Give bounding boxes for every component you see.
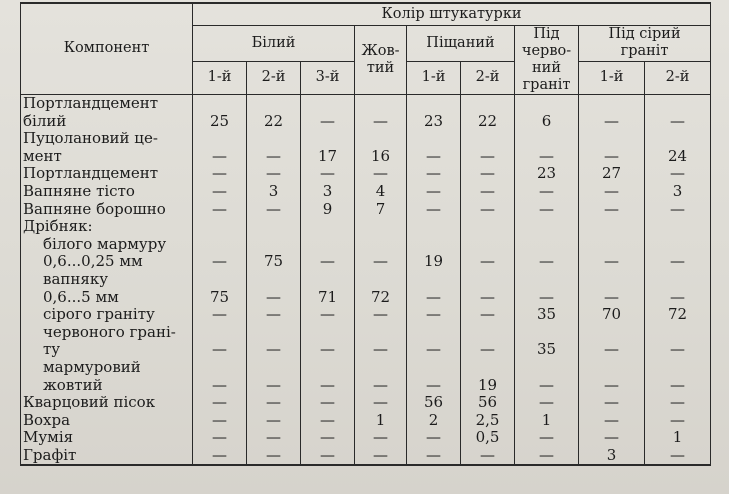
table-row xyxy=(21,165,711,183)
table-cell xyxy=(579,130,645,148)
table-cell xyxy=(645,323,711,341)
row-component-label: Вапняне тісто xyxy=(21,182,193,200)
table-cell xyxy=(301,218,355,236)
table-cell: — xyxy=(407,306,461,324)
table-cell: — xyxy=(247,394,301,412)
header-white: Білий xyxy=(193,25,355,62)
table-row xyxy=(21,429,711,447)
table-cell: — xyxy=(515,446,579,465)
header-white-3: 3-й xyxy=(301,62,355,94)
header-sandy: Піщаний xyxy=(407,25,515,62)
row-component-label: мармуровий xyxy=(21,358,193,376)
table-cell: — xyxy=(579,147,645,165)
row-component-label: вапняку xyxy=(21,270,193,288)
table-cell xyxy=(247,94,301,112)
table-cell: 9 xyxy=(301,200,355,218)
table-cell xyxy=(579,235,645,253)
table-cell xyxy=(301,94,355,112)
table-cell: — xyxy=(301,341,355,359)
table-cell xyxy=(247,323,301,341)
table-cell: — xyxy=(461,253,515,271)
table-cell: — xyxy=(515,394,579,412)
table-cell: 2 xyxy=(407,411,461,429)
table-cell: — xyxy=(247,376,301,394)
table-cell xyxy=(645,218,711,236)
table-cell xyxy=(301,235,355,253)
table-cell xyxy=(407,235,461,253)
row-component-label: червоного грані- xyxy=(21,323,193,341)
table-cell: — xyxy=(355,376,407,394)
table-cell xyxy=(193,235,247,253)
table-cell xyxy=(515,358,579,376)
table-cell xyxy=(579,323,645,341)
table-cell: — xyxy=(193,253,247,271)
table-cell xyxy=(461,323,515,341)
table-cell xyxy=(407,323,461,341)
table-cell: — xyxy=(247,429,301,447)
table-cell xyxy=(645,358,711,376)
table-cell xyxy=(579,94,645,112)
table-cell xyxy=(193,218,247,236)
table-row xyxy=(21,147,711,165)
table-cell: — xyxy=(579,182,645,200)
table-cell xyxy=(461,358,515,376)
header-grey-2: 2-й xyxy=(645,62,711,94)
table-cell: 0,5 xyxy=(461,429,515,447)
table-cell: 25 xyxy=(193,112,247,130)
table-cell: — xyxy=(193,306,247,324)
table-cell xyxy=(407,94,461,112)
table-cell: 22 xyxy=(247,112,301,130)
table-cell: 1 xyxy=(645,429,711,447)
row-component-label: 0,6...0,25 мм xyxy=(21,253,193,271)
table-cell: — xyxy=(193,376,247,394)
table-cell xyxy=(645,235,711,253)
row-component-label: Дрібняк: xyxy=(21,218,193,236)
table-cell: 70 xyxy=(579,306,645,324)
table-cell: — xyxy=(645,112,711,130)
table-cell: 3 xyxy=(247,182,301,200)
table-cell: — xyxy=(355,165,407,183)
table-row xyxy=(21,218,711,236)
table-cell: — xyxy=(579,394,645,412)
table-row xyxy=(21,253,711,271)
table-cell xyxy=(355,358,407,376)
table-cell xyxy=(515,218,579,236)
table-cell: — xyxy=(407,446,461,465)
table-cell: — xyxy=(461,306,515,324)
row-component-label: Мумія xyxy=(21,429,193,447)
table-cell: — xyxy=(461,288,515,306)
table-cell xyxy=(301,358,355,376)
table-cell: — xyxy=(579,429,645,447)
table-cell xyxy=(515,94,579,112)
table-cell: — xyxy=(645,394,711,412)
table-cell: — xyxy=(515,182,579,200)
table-row xyxy=(21,182,711,200)
table-cell: — xyxy=(193,411,247,429)
table-cell xyxy=(301,130,355,148)
table-cell: — xyxy=(193,182,247,200)
table-cell: — xyxy=(461,341,515,359)
table-row xyxy=(21,358,711,376)
table-cell: — xyxy=(355,341,407,359)
table-cell xyxy=(515,130,579,148)
table-cell: 6 xyxy=(515,112,579,130)
table-cell: — xyxy=(461,147,515,165)
table-cell: — xyxy=(579,341,645,359)
table-cell: 24 xyxy=(645,147,711,165)
table-cell: — xyxy=(301,165,355,183)
table-cell xyxy=(193,130,247,148)
table-cell: — xyxy=(407,429,461,447)
table-row xyxy=(21,130,711,148)
table-cell: 71 xyxy=(301,288,355,306)
table-cell xyxy=(355,270,407,288)
table-cell: — xyxy=(301,253,355,271)
header-white-1: 1-й xyxy=(193,62,247,94)
table-cell: — xyxy=(407,182,461,200)
table-cell: 56 xyxy=(407,394,461,412)
table-cell xyxy=(515,323,579,341)
table-cell: 27 xyxy=(579,165,645,183)
header-grey-granite: Під сірий граніт xyxy=(579,25,711,62)
table-cell: — xyxy=(301,411,355,429)
table-cell xyxy=(461,270,515,288)
table-cell: — xyxy=(247,165,301,183)
table-cell: — xyxy=(579,411,645,429)
table-cell: — xyxy=(515,429,579,447)
table-cell xyxy=(461,235,515,253)
table-row xyxy=(21,94,711,112)
table-cell xyxy=(355,218,407,236)
table-cell: — xyxy=(407,147,461,165)
table-cell: — xyxy=(301,446,355,465)
table-cell: 22 xyxy=(461,112,515,130)
table-cell: — xyxy=(579,288,645,306)
table-cell: 2,5 xyxy=(461,411,515,429)
header-grey-1: 1-й xyxy=(579,62,645,94)
table-row xyxy=(21,323,711,341)
header-component: Компонент xyxy=(21,3,193,94)
table-cell: — xyxy=(301,112,355,130)
table-cell: — xyxy=(247,147,301,165)
table-cell: — xyxy=(355,429,407,447)
table-cell: — xyxy=(355,394,407,412)
table-cell: — xyxy=(645,253,711,271)
table-cell: — xyxy=(355,112,407,130)
table-row xyxy=(21,235,711,253)
table-cell: 17 xyxy=(301,147,355,165)
table-cell: — xyxy=(247,411,301,429)
table-cell: — xyxy=(461,200,515,218)
row-component-label: Портландцемент xyxy=(21,94,193,112)
table-cell: — xyxy=(579,112,645,130)
table-cell: 56 xyxy=(461,394,515,412)
table-cell xyxy=(579,218,645,236)
table-cell: — xyxy=(407,165,461,183)
table-cell xyxy=(247,218,301,236)
table-cell: — xyxy=(407,376,461,394)
table-cell: 35 xyxy=(515,306,579,324)
table-cell: 1 xyxy=(355,411,407,429)
row-component-label: Кварцовий пісок xyxy=(21,394,193,412)
table-row xyxy=(21,394,711,412)
table-cell: — xyxy=(461,165,515,183)
table-cell: — xyxy=(193,341,247,359)
table-cell: — xyxy=(645,288,711,306)
table-cell xyxy=(247,358,301,376)
table-cell xyxy=(301,323,355,341)
table-cell xyxy=(355,323,407,341)
row-component-label: Пуцолановий це- xyxy=(21,130,193,148)
table-cell: — xyxy=(247,341,301,359)
table-cell: — xyxy=(461,182,515,200)
table-row xyxy=(21,376,711,394)
table-row xyxy=(21,200,711,218)
table-body xyxy=(21,94,711,465)
table-cell: — xyxy=(515,147,579,165)
table-cell xyxy=(407,218,461,236)
table-cell xyxy=(193,94,247,112)
row-component-label: жовтий xyxy=(21,376,193,394)
table-cell: — xyxy=(515,376,579,394)
table-cell: 3 xyxy=(645,182,711,200)
row-component-label: 0,6...5 мм xyxy=(21,288,193,306)
table-cell: 35 xyxy=(515,341,579,359)
table-cell: 23 xyxy=(407,112,461,130)
table-cell xyxy=(407,358,461,376)
table-cell: — xyxy=(193,147,247,165)
table-cell: — xyxy=(193,446,247,465)
table-cell xyxy=(407,130,461,148)
row-component-label: Вапняне борошно xyxy=(21,200,193,218)
table-cell: — xyxy=(247,200,301,218)
header-sandy-2: 2-й xyxy=(461,62,515,94)
header-white-2: 2-й xyxy=(247,62,301,94)
table-cell xyxy=(579,270,645,288)
row-component-label: білий xyxy=(21,112,193,130)
table-row xyxy=(21,411,711,429)
table-cell: — xyxy=(193,165,247,183)
table-cell xyxy=(301,270,355,288)
table-cell: — xyxy=(355,306,407,324)
row-component-label: сірого граніту xyxy=(21,306,193,324)
table-cell xyxy=(193,270,247,288)
table-cell: — xyxy=(645,165,711,183)
table-cell: — xyxy=(301,429,355,447)
row-component-label: білого мармуру xyxy=(21,235,193,253)
table-cell: 75 xyxy=(193,288,247,306)
table-cell: — xyxy=(355,253,407,271)
table-cell: 16 xyxy=(355,147,407,165)
table-cell: — xyxy=(645,376,711,394)
table-cell: — xyxy=(407,200,461,218)
table-cell: 4 xyxy=(355,182,407,200)
table-row xyxy=(21,288,711,306)
table-cell: — xyxy=(247,446,301,465)
table-row xyxy=(21,341,711,359)
table-cell: — xyxy=(193,429,247,447)
table-cell: 72 xyxy=(355,288,407,306)
table-cell: 3 xyxy=(579,446,645,465)
table-cell: — xyxy=(407,288,461,306)
table-cell xyxy=(193,358,247,376)
row-component-label: ту xyxy=(21,341,193,359)
table-cell: — xyxy=(515,200,579,218)
table-cell: — xyxy=(515,253,579,271)
table-cell: — xyxy=(515,288,579,306)
table-cell: — xyxy=(247,288,301,306)
table-cell: — xyxy=(461,446,515,465)
table-cell: 19 xyxy=(407,253,461,271)
table-cell xyxy=(579,358,645,376)
table-cell xyxy=(515,270,579,288)
table-cell xyxy=(247,235,301,253)
table-cell: — xyxy=(579,376,645,394)
table-cell: — xyxy=(645,200,711,218)
table-cell xyxy=(355,130,407,148)
table-cell: 1 xyxy=(515,411,579,429)
table-cell: — xyxy=(645,446,711,465)
table-cell: — xyxy=(301,394,355,412)
table-cell xyxy=(355,235,407,253)
table-cell xyxy=(515,235,579,253)
composition-table xyxy=(20,2,711,466)
row-component-label: мент xyxy=(21,147,193,165)
header-sandy-1: 1-й xyxy=(407,62,461,94)
table-cell: — xyxy=(407,341,461,359)
header-color-group: Колір штукатурки xyxy=(193,3,711,25)
row-component-label: Портландцемент xyxy=(21,165,193,183)
table-cell: 72 xyxy=(645,306,711,324)
row-component-label: Вохра xyxy=(21,411,193,429)
table-cell xyxy=(645,270,711,288)
table-cell: — xyxy=(301,306,355,324)
header-red-granite: Під черво- ний граніт xyxy=(515,25,579,94)
table-cell: — xyxy=(579,253,645,271)
table-cell: 3 xyxy=(301,182,355,200)
table-cell: 19 xyxy=(461,376,515,394)
table-cell xyxy=(461,130,515,148)
table-cell xyxy=(247,130,301,148)
table-cell xyxy=(461,218,515,236)
table-cell: — xyxy=(193,394,247,412)
table-cell: — xyxy=(579,200,645,218)
table-row xyxy=(21,306,711,324)
table-cell: — xyxy=(193,200,247,218)
table-row xyxy=(21,270,711,288)
table-cell xyxy=(645,130,711,148)
table-cell: — xyxy=(645,411,711,429)
table-row xyxy=(21,446,711,465)
table-cell xyxy=(461,94,515,112)
table-row xyxy=(21,112,711,130)
header-yellow: Жов- тий xyxy=(355,25,407,94)
table-cell: 7 xyxy=(355,200,407,218)
table-cell xyxy=(247,270,301,288)
table-cell xyxy=(355,94,407,112)
table-cell: — xyxy=(301,376,355,394)
table-cell: — xyxy=(247,306,301,324)
table-cell xyxy=(193,323,247,341)
table-cell xyxy=(407,270,461,288)
table-cell: 75 xyxy=(247,253,301,271)
table-cell: 23 xyxy=(515,165,579,183)
table-cell: — xyxy=(645,341,711,359)
table-cell xyxy=(645,94,711,112)
table-cell: — xyxy=(355,446,407,465)
row-component-label: Графіт xyxy=(21,446,193,465)
